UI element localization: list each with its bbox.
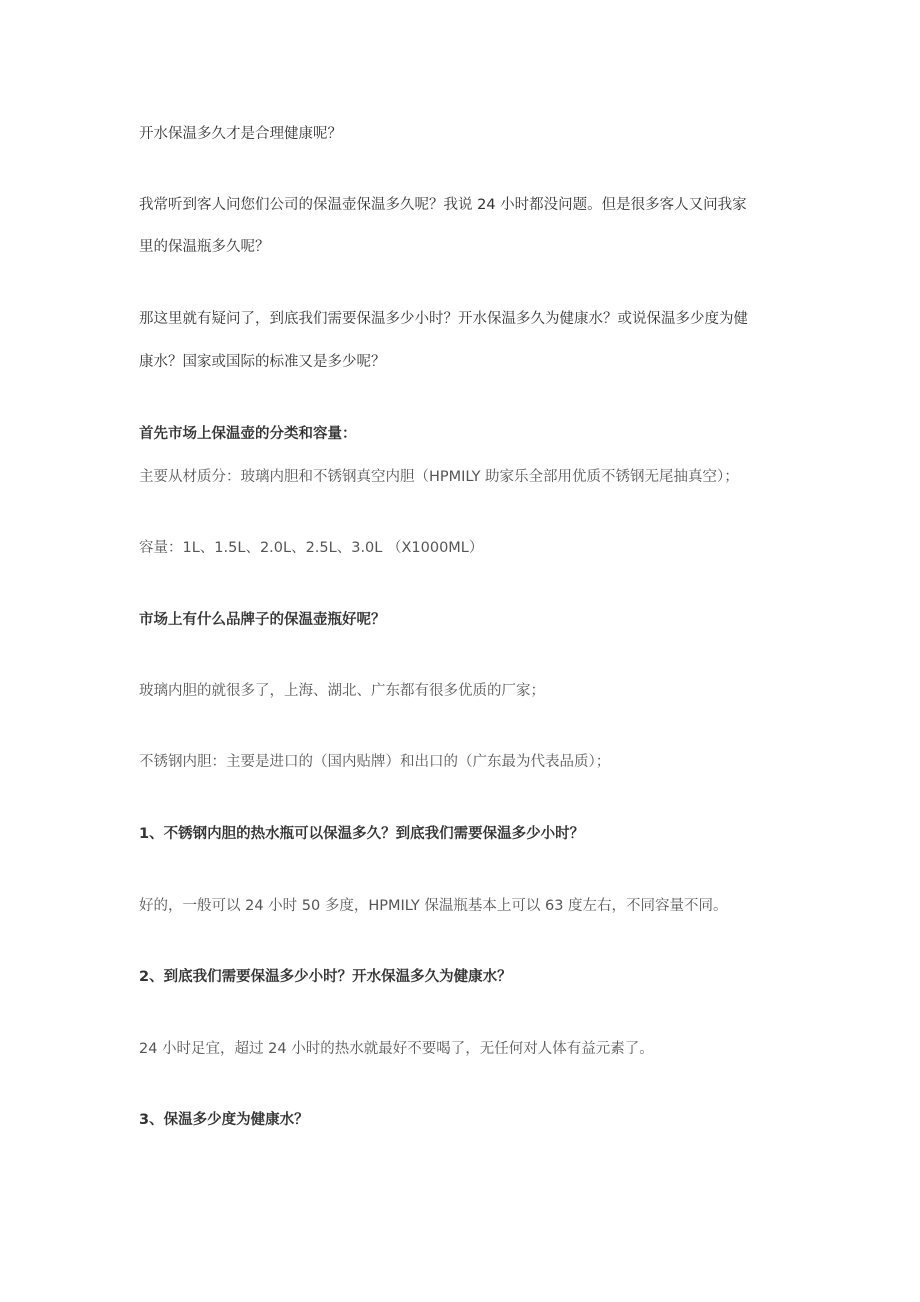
paragraph-answer-2: 24 小时足宜，超过 24 小时的热水就最好不要喝了，无任何对人体有益元素了。: [139, 1041, 654, 1057]
heading-question-1: 1、不锈钢内胆的热水瓶可以保温多久？到底我们需要保温多少小时？: [139, 826, 585, 842]
paragraph-capacity: 容量：1L、1.5L、2.0L、2.5L、3.0L （X1000ML）: [139, 540, 484, 556]
paragraph-customer-question-line-1: 我常听到客人问您们公司的保温壶保温多久呢？我说 24 小时都没问题。但是很多客人又问我家: [139, 197, 747, 213]
paragraph-intro-question: 开水保温多久才是合理健康呢？: [139, 126, 342, 142]
paragraph-customer-question-line-2: 里的保温瓶多久呢？: [139, 239, 270, 255]
heading-classification: 首先市场上保温壶的分类和容量：: [139, 426, 357, 442]
paragraph-doubt-line-1: 那这里就有疑问了，到底我们需要保温多少小时？开水保温多久为健康水？或说保温多少度为健: [139, 311, 748, 327]
paragraph-doubt-line-2: 康水？国家或国际的标准又是多少呢？: [139, 354, 386, 370]
heading-question-3: 3、保温多少度为健康水？: [139, 1112, 309, 1128]
heading-brands: 市场上有什么品牌子的保温壶瓶好呢？: [139, 612, 386, 628]
paragraph-glass-liner: 玻璃内胆的就很多了，上海、湖北、广东都有很多优质的厂家；: [139, 683, 545, 699]
paragraph-answer-1: 好的，一般可以 24 小时 50 多度，HPMILY 保温瓶基本上可以 63 度左右，不同容量不同。: [139, 898, 728, 914]
paragraph-material: 主要从材质分：玻璃内胆和不锈钢真空内胆（HPMILY 助家乐全部用优质不锈钢无尾抽真空）；: [139, 469, 739, 485]
heading-question-2: 2、到底我们需要保温多少小时？开水保温多久为健康水？: [139, 969, 512, 985]
paragraph-steel-liner: 不锈钢内胆：主要是进口的（国内贴牌）和出口的（广东最为代表品质）；: [139, 754, 611, 770]
